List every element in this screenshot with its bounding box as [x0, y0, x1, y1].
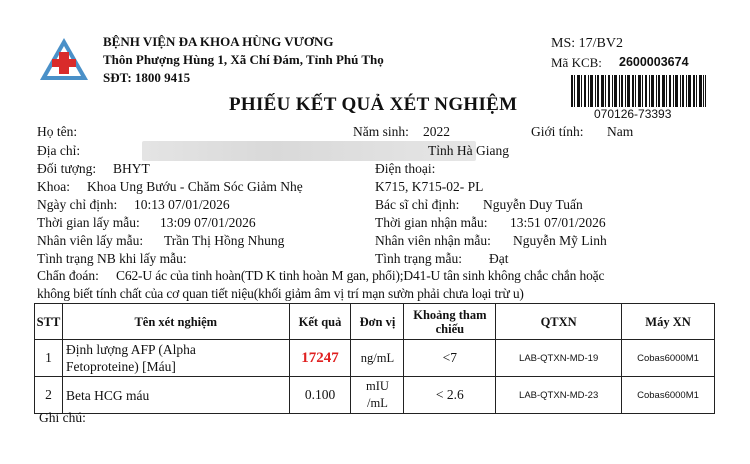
address-label: Địa chỉ: — [37, 143, 81, 158]
barcode-number: 070126-73393 — [594, 107, 672, 121]
header-machine: Máy XN — [622, 304, 715, 340]
row-stt: 2 — [35, 377, 63, 414]
row-qtxn: LAB-QTXN-MD-19 — [496, 340, 622, 377]
gender: Nam — [607, 124, 634, 139]
row-result-abnormal: 17247 — [289, 340, 351, 377]
order-time: 10:13 07/01/2026 — [134, 197, 230, 212]
row-test-line-1: Định lượng AFP (Alpha — [65, 342, 196, 357]
header-qtxn: QTXN — [496, 304, 622, 340]
row-test: Beta HCG máu — [62, 377, 289, 414]
diagnosis-label: Chẩn đoán: — [37, 268, 99, 283]
kcb-label: Mã KCB: — [551, 55, 602, 70]
header-result: Kết quả — [289, 304, 351, 340]
row-unit — [351, 377, 404, 414]
receive-time: 13:51 07/01/2026 — [510, 215, 606, 230]
receiver-label: Nhân viên nhận mẫu: — [375, 233, 491, 248]
kcb-value: 2600003674 — [619, 55, 689, 69]
doctor-label: Bác sĩ chỉ định: — [375, 197, 460, 212]
name-label: Họ tên: — [37, 124, 78, 139]
order-time-label: Ngày chỉ định: — [37, 197, 118, 212]
hospital-name: BỆNH VIỆN ĐA KHOA HÙNG VƯƠNG — [103, 34, 334, 49]
sample-time-label: Thời gian lấy mẫu: — [37, 215, 140, 230]
gender-label: Giới tính: — [531, 124, 584, 139]
subject-value: BHYT — [113, 161, 150, 176]
hospital-cross-logo-icon — [38, 36, 90, 82]
header-stt: STT — [35, 304, 63, 340]
sample-time: 13:09 07/01/2026 — [160, 215, 256, 230]
row-result: 0.100 — [289, 377, 351, 414]
table-row — [35, 377, 715, 414]
subject-label: Đối tượng: — [37, 161, 97, 176]
row-qtxn: LAB-QTXN-MD-23 — [496, 377, 622, 414]
row-unit-line-2: /mL — [367, 396, 388, 410]
notes-label: Ghi chú: — [39, 410, 86, 425]
sample-state: Đạt — [489, 251, 509, 266]
birth-year: 2022 — [423, 124, 450, 139]
results-table — [34, 303, 715, 414]
sampler-value: Trần Thị Hồng Nhung — [164, 233, 285, 248]
sample-state-label: Tình trạng mẫu: — [375, 251, 462, 266]
receiver-value: Nguyễn Mỹ Linh — [513, 233, 607, 248]
row-stt: 1 — [35, 340, 63, 377]
hospital-phone: SĐT: 1800 9415 — [103, 70, 191, 85]
row-test-line-2: Fetoproteine) [Máu] — [65, 359, 176, 374]
table-header-row — [35, 304, 715, 340]
redacted-address — [142, 141, 476, 161]
header-test: Tên xét nghiệm — [62, 304, 289, 340]
row-unit-line-1: mIU — [366, 379, 389, 393]
receive-time-label: Thời gian nhận mẫu: — [375, 215, 488, 230]
address-suffix: Tỉnh Hà Giang — [428, 143, 509, 158]
form-code: MS: 17/BV2 — [551, 36, 623, 51]
room-value: K715, K715-02- PL — [375, 179, 484, 194]
sampler-label: Nhân viên lấy mẫu: — [37, 233, 144, 248]
row-machine: Cobas6000M1 — [622, 377, 715, 414]
row-range: <7 — [404, 340, 496, 377]
header-range — [404, 304, 496, 340]
dept-value: Khoa Ung Bướu - Chăm Sóc Giảm Nhẹ — [87, 179, 303, 194]
row-unit: ng/mL — [351, 340, 404, 377]
table-row — [35, 340, 715, 377]
barcode-icon — [571, 75, 706, 107]
dept-label: Khoa: — [37, 179, 70, 194]
patient-state-label: Tình trạng NB khi lấy mẫu: — [37, 251, 187, 266]
row-machine: Cobas6000M1 — [622, 340, 715, 377]
doctor-value: Nguyễn Duy Tuấn — [483, 197, 583, 212]
row-range: < 2.6 — [404, 377, 496, 414]
diagnosis-line-2: không biết tính chất của cơ quan tiết niệu(khối giảm âm vị trí mạn sườn phải chưa loại trừ u) — [37, 286, 524, 301]
header-range-line-2: chiếu — [435, 321, 465, 336]
header-unit: Đơn vị — [351, 304, 404, 340]
phone-label: Điện thoại: — [375, 161, 436, 176]
document-title: PHIẾU KẾT QUẢ XÉT NGHIỆM — [229, 94, 518, 115]
birth-year-label: Năm sinh: — [353, 124, 409, 139]
diagnosis-line-1: C62-U ác của tinh hoàn(TD K tinh hoàn M gan, phổi);D41-U tân sinh không chắc chắn hoặc — [116, 268, 605, 283]
hospital-address: Thôn Phượng Hùng 1, Xã Chí Đám, Tỉnh Phú Thọ — [103, 52, 384, 67]
row-test — [62, 340, 289, 377]
header-range-line-1: Khoảng tham — [413, 307, 487, 322]
